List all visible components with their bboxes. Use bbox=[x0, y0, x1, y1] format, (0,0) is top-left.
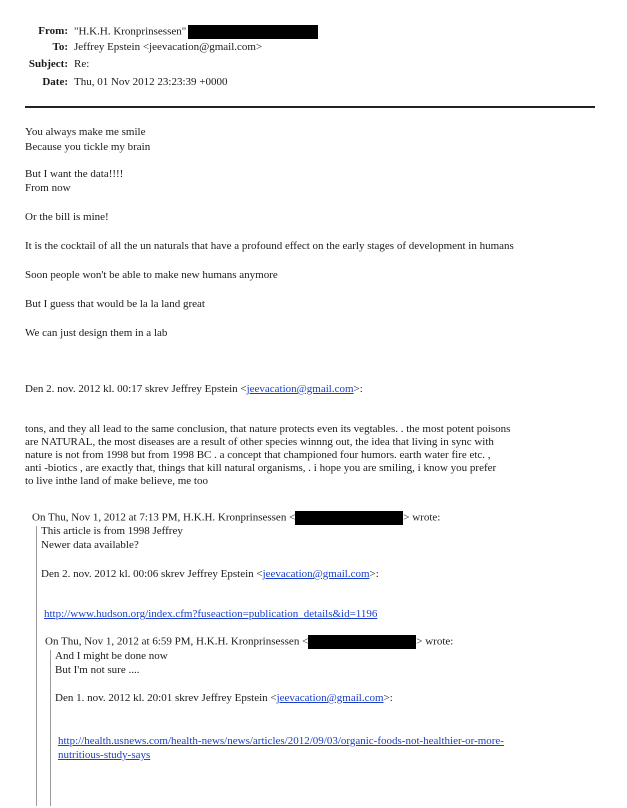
quote-attribution bbox=[32, 511, 440, 525]
quote-attribution bbox=[45, 635, 453, 649]
date-label: Date: bbox=[42, 76, 68, 88]
attribution-text: On Thu, Nov 1, 2012 at 7:13 PM, H.K.H. Kronprinsessen < bbox=[32, 511, 296, 524]
body-line: From now bbox=[25, 182, 71, 194]
attribution-suffix: > wrote: bbox=[403, 511, 441, 524]
article-link[interactable]: http://www.hudson.org/index.cfm?fuseaction=publication_details&id=1196 bbox=[44, 608, 378, 620]
email-link[interactable]: jeevacation@gmail.com bbox=[276, 692, 384, 704]
article-link[interactable]: http://health.usnews.com/health-news/news/articles/2012/09/03/organic-foods-not-healthier-or-more- bbox=[58, 735, 504, 747]
quoted-line: anti -biotics , are exactly that, things that kill natural organisms, . i hope you are smiling, i know you prefer bbox=[25, 462, 497, 474]
header-divider bbox=[25, 106, 595, 108]
quote-bar bbox=[36, 526, 37, 806]
from-name: "H.K.H. Kronprinsessen" bbox=[74, 25, 187, 38]
quoted-line: But I'm not sure .... bbox=[55, 664, 140, 676]
body-line: It is the cocktail of all the un naturals that have a profound effect on the early stages of development in humans bbox=[25, 240, 514, 252]
body-line: But I guess that would be la la land great bbox=[25, 298, 205, 310]
to-label: To: bbox=[52, 41, 68, 53]
attribution-text: Den 1. nov. 2012 kl. 20:01 skrev Jeffrey Epstein < bbox=[55, 692, 277, 704]
quoted-line: And I might be done now bbox=[55, 650, 168, 662]
quoted-line: nature is not from 1998 but from 1998 BC . a concept that championed four humors. earth water fire etc. , bbox=[25, 449, 491, 461]
attribution-suffix: >: bbox=[383, 692, 393, 704]
quoted-line: This article is from 1998 Jeffrey bbox=[41, 525, 183, 537]
date-value: Thu, 01 Nov 2012 23:23:39 +0000 bbox=[74, 76, 228, 88]
attribution-text: Den 2. nov. 2012 kl. 00:17 skrev Jeffrey Epstein < bbox=[25, 383, 247, 395]
body-line: You always make me smile bbox=[25, 126, 146, 138]
redaction-bar bbox=[308, 635, 416, 649]
quote-attribution bbox=[55, 692, 393, 705]
attribution-text: Den 2. nov. 2012 kl. 00:06 skrev Jeffrey Epstein < bbox=[41, 568, 263, 580]
quote-attribution bbox=[41, 568, 379, 581]
body-line: Soon people won't be able to make new humans anymore bbox=[25, 269, 278, 281]
article-link-continued[interactable]: nutritious-study-says bbox=[58, 749, 151, 761]
body-line: But I want the data!!!! bbox=[25, 168, 124, 180]
body-line: We can just design them in a lab bbox=[25, 327, 168, 339]
quote-attribution bbox=[25, 383, 363, 396]
redaction-bar bbox=[188, 25, 318, 39]
quoted-line: Newer data available? bbox=[41, 539, 139, 551]
attribution-suffix: > wrote: bbox=[416, 635, 454, 648]
attribution-suffix: >: bbox=[353, 383, 363, 395]
quoted-line: are NATURAL, the most diseases are a result of other species winnng out, the idea that living in sync with bbox=[25, 436, 494, 448]
redaction-bar bbox=[295, 511, 403, 525]
attribution-suffix: >: bbox=[369, 568, 379, 580]
from-value bbox=[74, 25, 318, 39]
quoted-line: tons, and they all lead to the same conclusion, that nature protects even its vegtables. . the most potent poisons bbox=[25, 423, 511, 435]
to-value: Jeffrey Epstein <jeevacation@gmail.com> bbox=[74, 41, 263, 53]
email-link[interactable]: jeevacation@gmail.com bbox=[262, 568, 370, 580]
email-link[interactable]: jeevacation@gmail.com bbox=[246, 383, 354, 395]
from-label: From: bbox=[38, 25, 68, 37]
body-line: Or the bill is mine! bbox=[25, 211, 109, 223]
subject-label: Subject: bbox=[28, 58, 68, 70]
body-line: Because you tickle my brain bbox=[25, 141, 151, 153]
subject-value: Re: bbox=[74, 58, 90, 70]
quoted-line: to live inthe land of make believe, me too bbox=[25, 475, 208, 487]
quote-bar bbox=[50, 650, 51, 806]
attribution-text: On Thu, Nov 1, 2012 at 6:59 PM, H.K.H. Kronprinsessen < bbox=[45, 635, 309, 648]
